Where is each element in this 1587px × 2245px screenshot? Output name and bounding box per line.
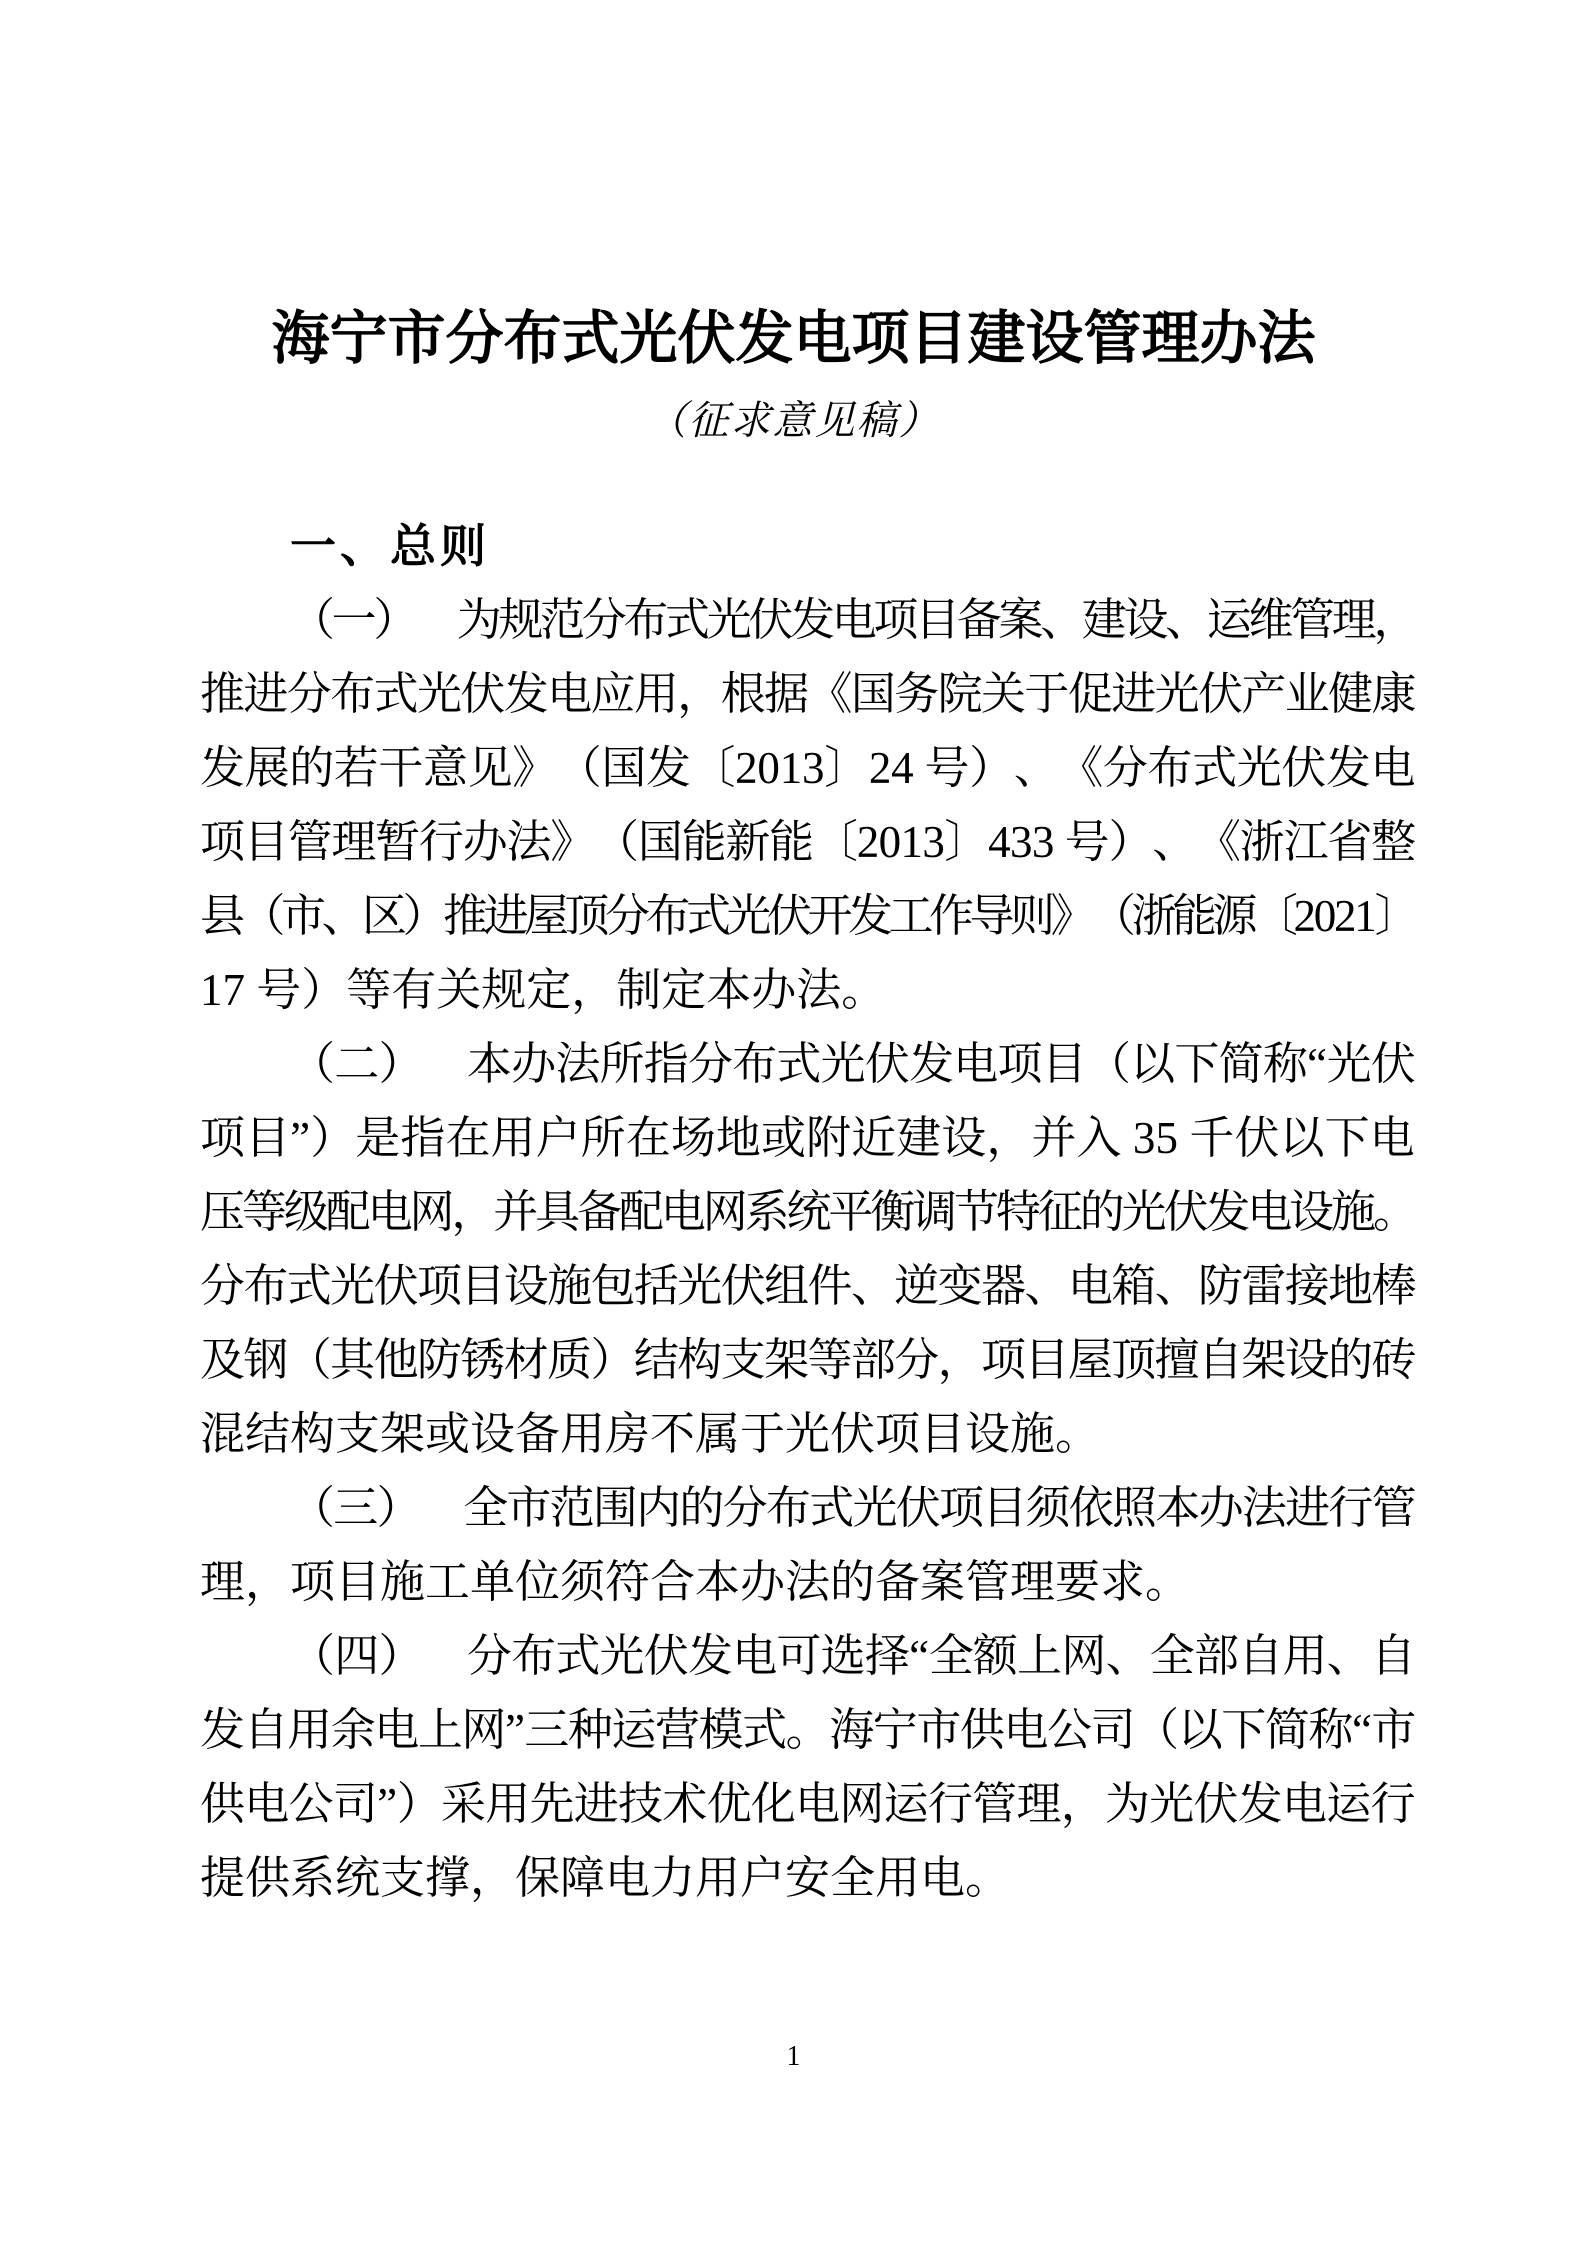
body-line: 推 进 分 布 式 光 伏 发 电 应 用 ， 根 据 《 国 务 院 关 于 促 进 光 伏 产 业 健 康	[200, 669, 1417, 719]
body-line: 供 电 公 司 ” ） 采 用 先 进 技 术 优 化 电 网 运 行 管 理 ， 为 光 伏 发 电 运 行	[200, 1779, 1416, 1829]
body-line: 提供系统支撑，保障电力用户安全用电。	[200, 1853, 1011, 1903]
page-number: 1	[786, 2041, 801, 2072]
body-line: 项 目 管 理 暂 行 办 法 》 （ 国 能 新 能 〔 2 0 1 3 〕 4 3 3 号 ） 、 《 浙 江 省 整	[200, 817, 1417, 867]
body-line: 分 布 式 光 伏 项 目 设 施 包 括 光 伏 组 件 、 逆 变 器 、 电 箱 、 防 雷 接 地 棒	[200, 1261, 1417, 1311]
body-line: 发 自 用 余 电 上 网 ” 三 种 运 营 模 式 。 海 宁 市 供 电 公 司 （ 以 下 简 称 “ 市	[200, 1705, 1417, 1755]
document-body	[200, 583, 1420, 1915]
body-line: （ 一 ） 为 规 范 分 布 式 光 伏 发 电 项 目 备 案 、 建 设 、 运 维 管 理 ，	[290, 595, 1419, 645]
body-line: 项 目 ” ） 是 指 在 用 户 所 在 场 地 或 附 近 建 设 ， 并 入 3 5 千 伏 以 下 电	[200, 1113, 1415, 1163]
document-title: 海宁市分布式光伏发电项目建设管理办法	[271, 306, 1316, 371]
section-heading: 一、总则	[290, 520, 490, 572]
body-line: 压 等 级 配 电 网 ， 并 具 备 配 电 网 系 统 平 衡 调 节 特 征 的 光 伏 发 电 设 施 。	[200, 1187, 1418, 1237]
body-line: 理，项目施工单位须符合本办法的备案管理要求。	[200, 1557, 1191, 1607]
body-line: （ 三 ） 全 市 范 围 内 的 分 布 式 光 伏 项 目 须 依 照 本 办 法 进 行 管	[290, 1483, 1417, 1533]
document-subtitle: （征求意见稿）	[646, 398, 941, 443]
body-line: 17 号）等有关规定，制定本办法。	[200, 965, 887, 1015]
body-line: （ 二 ） 本 办 法 所 指 分 布 式 光 伏 发 电 项 目 （ 以 下 简 称 “ 光 伏	[290, 1039, 1416, 1089]
body-line: 及 钢 （ 其 他 防 锈 材 质 ） 结 构 支 架 等 部 分 ， 项 目 屋 顶 擅 自 架 设 的 砖	[200, 1335, 1417, 1385]
body-line: 发 展 的 若 干 意 见 》 （ 国 发 〔 2 0 1 3 〕 2 4 号 ） 、 《 分 布 式 光 伏 发 电	[200, 743, 1416, 793]
body-line: 县 （ 市 、 区 ） 推 进 屋 顶 分 布 式 光 伏 开 发 工 作 导 则 》 （ 浙 能 源 〔 2 0 2 1 〕	[200, 891, 1420, 941]
body-line: 混结构支架或设备用房不属于光伏项目设施。	[200, 1409, 1101, 1459]
body-line: （ 四 ） 分 布 式 光 伏 发 电 可 选 择 “ 全 额 上 网 、 全 部 自 用 、 自	[290, 1631, 1416, 1681]
